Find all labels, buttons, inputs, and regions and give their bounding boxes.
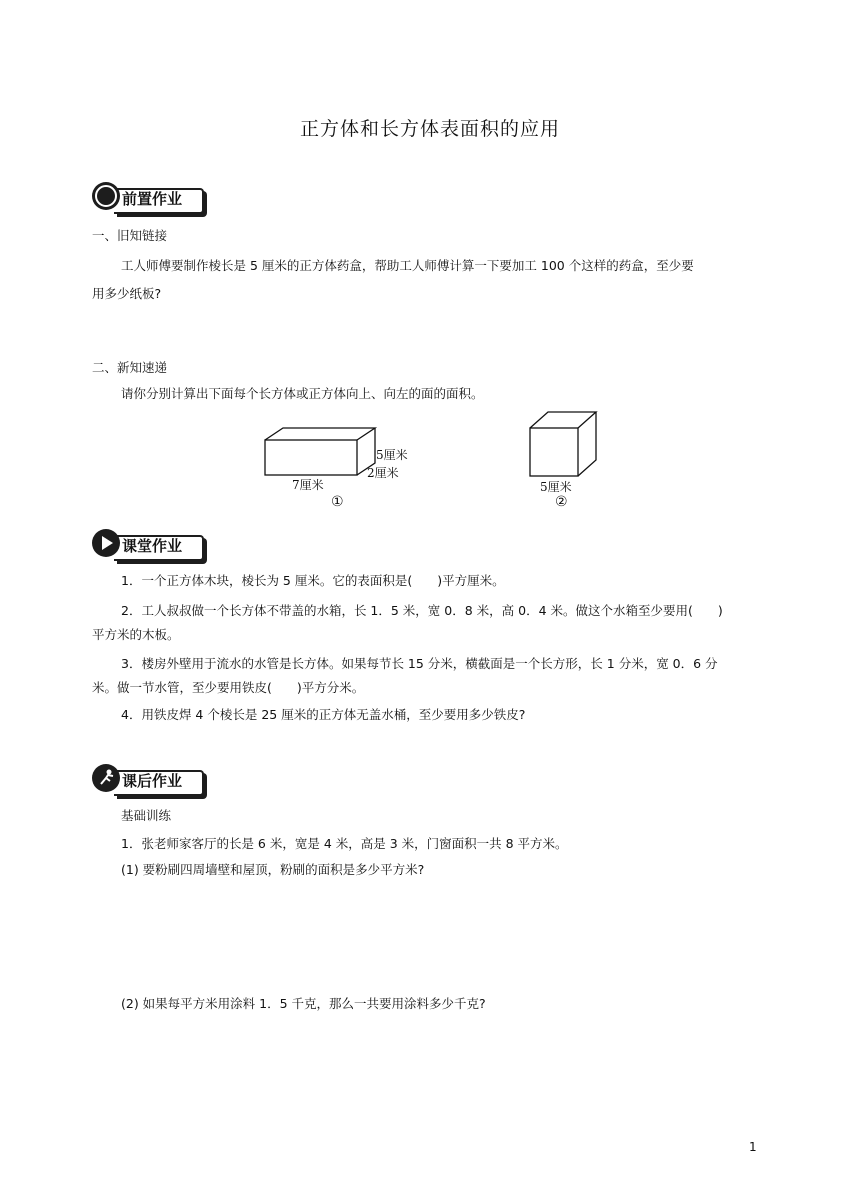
cube-front-face: [530, 428, 578, 476]
part1-text-line2: 用多少纸板?: [92, 286, 162, 301]
class-question-4: 4．用铁皮焊 4 个棱长是 25 厘米的正方体无盖水桶，至少要用多少铁皮?: [121, 707, 526, 722]
runner-icon: [92, 764, 120, 792]
section-header-pre: [92, 182, 212, 212]
cuboid-length-label: 7厘米: [292, 478, 324, 492]
cube-side-face: [578, 412, 596, 476]
part1-heading: 一、旧知链接: [92, 228, 168, 243]
post-question-1: 1．张老师家客厅的长是 6 米，宽是 4 米，高是 3 米，门窗面积一共 8 平方米。: [121, 836, 568, 851]
section-header-post: [92, 764, 212, 794]
section-label: 前置作业: [122, 190, 183, 208]
part1-text-line1: 工人师傅要制作棱长是 5 厘米的正方体药盒，帮助工人师傅计算一下要加工 100 个这样的药盒，至少要: [121, 258, 694, 273]
cube-top-face: [530, 412, 596, 428]
cuboid-top-face: [265, 428, 375, 440]
figure-number-1: ①: [331, 494, 344, 510]
cube-figure: [520, 408, 610, 488]
section-emblem-icon: [92, 182, 120, 210]
post-question-1b: (2) 如果每平方米用涂料 1．5 千克，那么一共要用涂料多少千克?: [121, 996, 486, 1011]
figure-number-2: ②: [555, 494, 568, 510]
section-label: 课后作业: [122, 772, 183, 790]
post-question-1a: (1) 要粉刷四周墙壁和屋顶，粉刷的面积是多少平方米?: [121, 862, 425, 877]
page-number: 1: [749, 1140, 757, 1154]
class-question-3-line2: 米。做一节水管，至少要用铁皮( )平方分米。: [92, 680, 365, 695]
class-question-3-line1: 3．楼房外壁用于流水的水管是长方体。如果每节长 15 分米，横截面是一个长方形，长 1 分米，宽 0．6 分: [121, 656, 718, 671]
section-label: 课堂作业: [122, 537, 183, 555]
class-question-2-line1: 2．工人叔叔做一个长方体不带盖的水箱，长 1．5 米，宽 0．8 米，高 0．4 米。做这个水箱至少要用( ): [121, 603, 723, 618]
play-icon: [92, 529, 120, 557]
section-header-class: [92, 529, 212, 559]
page-title: 正方体和长方体表面积的应用: [299, 118, 560, 140]
part2-heading: 二、新知速递: [92, 360, 168, 375]
cube-side-label: 5厘米: [540, 480, 572, 494]
part2-text-line1: 请你分别计算出下面每个长方体或正方体向上、向左的面的面积。: [121, 386, 484, 401]
class-question-2-line2: 平方米的木板。: [92, 627, 180, 642]
cuboid-width-label: 2厘米: [367, 466, 399, 480]
post-subheading: 基础训练: [121, 808, 172, 823]
cuboid-height-label: 5厘米: [376, 448, 408, 462]
class-question-1: 1．一个正方体木块，棱长为 5 厘米。它的表面积是( )平方厘米。: [121, 573, 505, 588]
cuboid-front-face: [265, 440, 357, 475]
